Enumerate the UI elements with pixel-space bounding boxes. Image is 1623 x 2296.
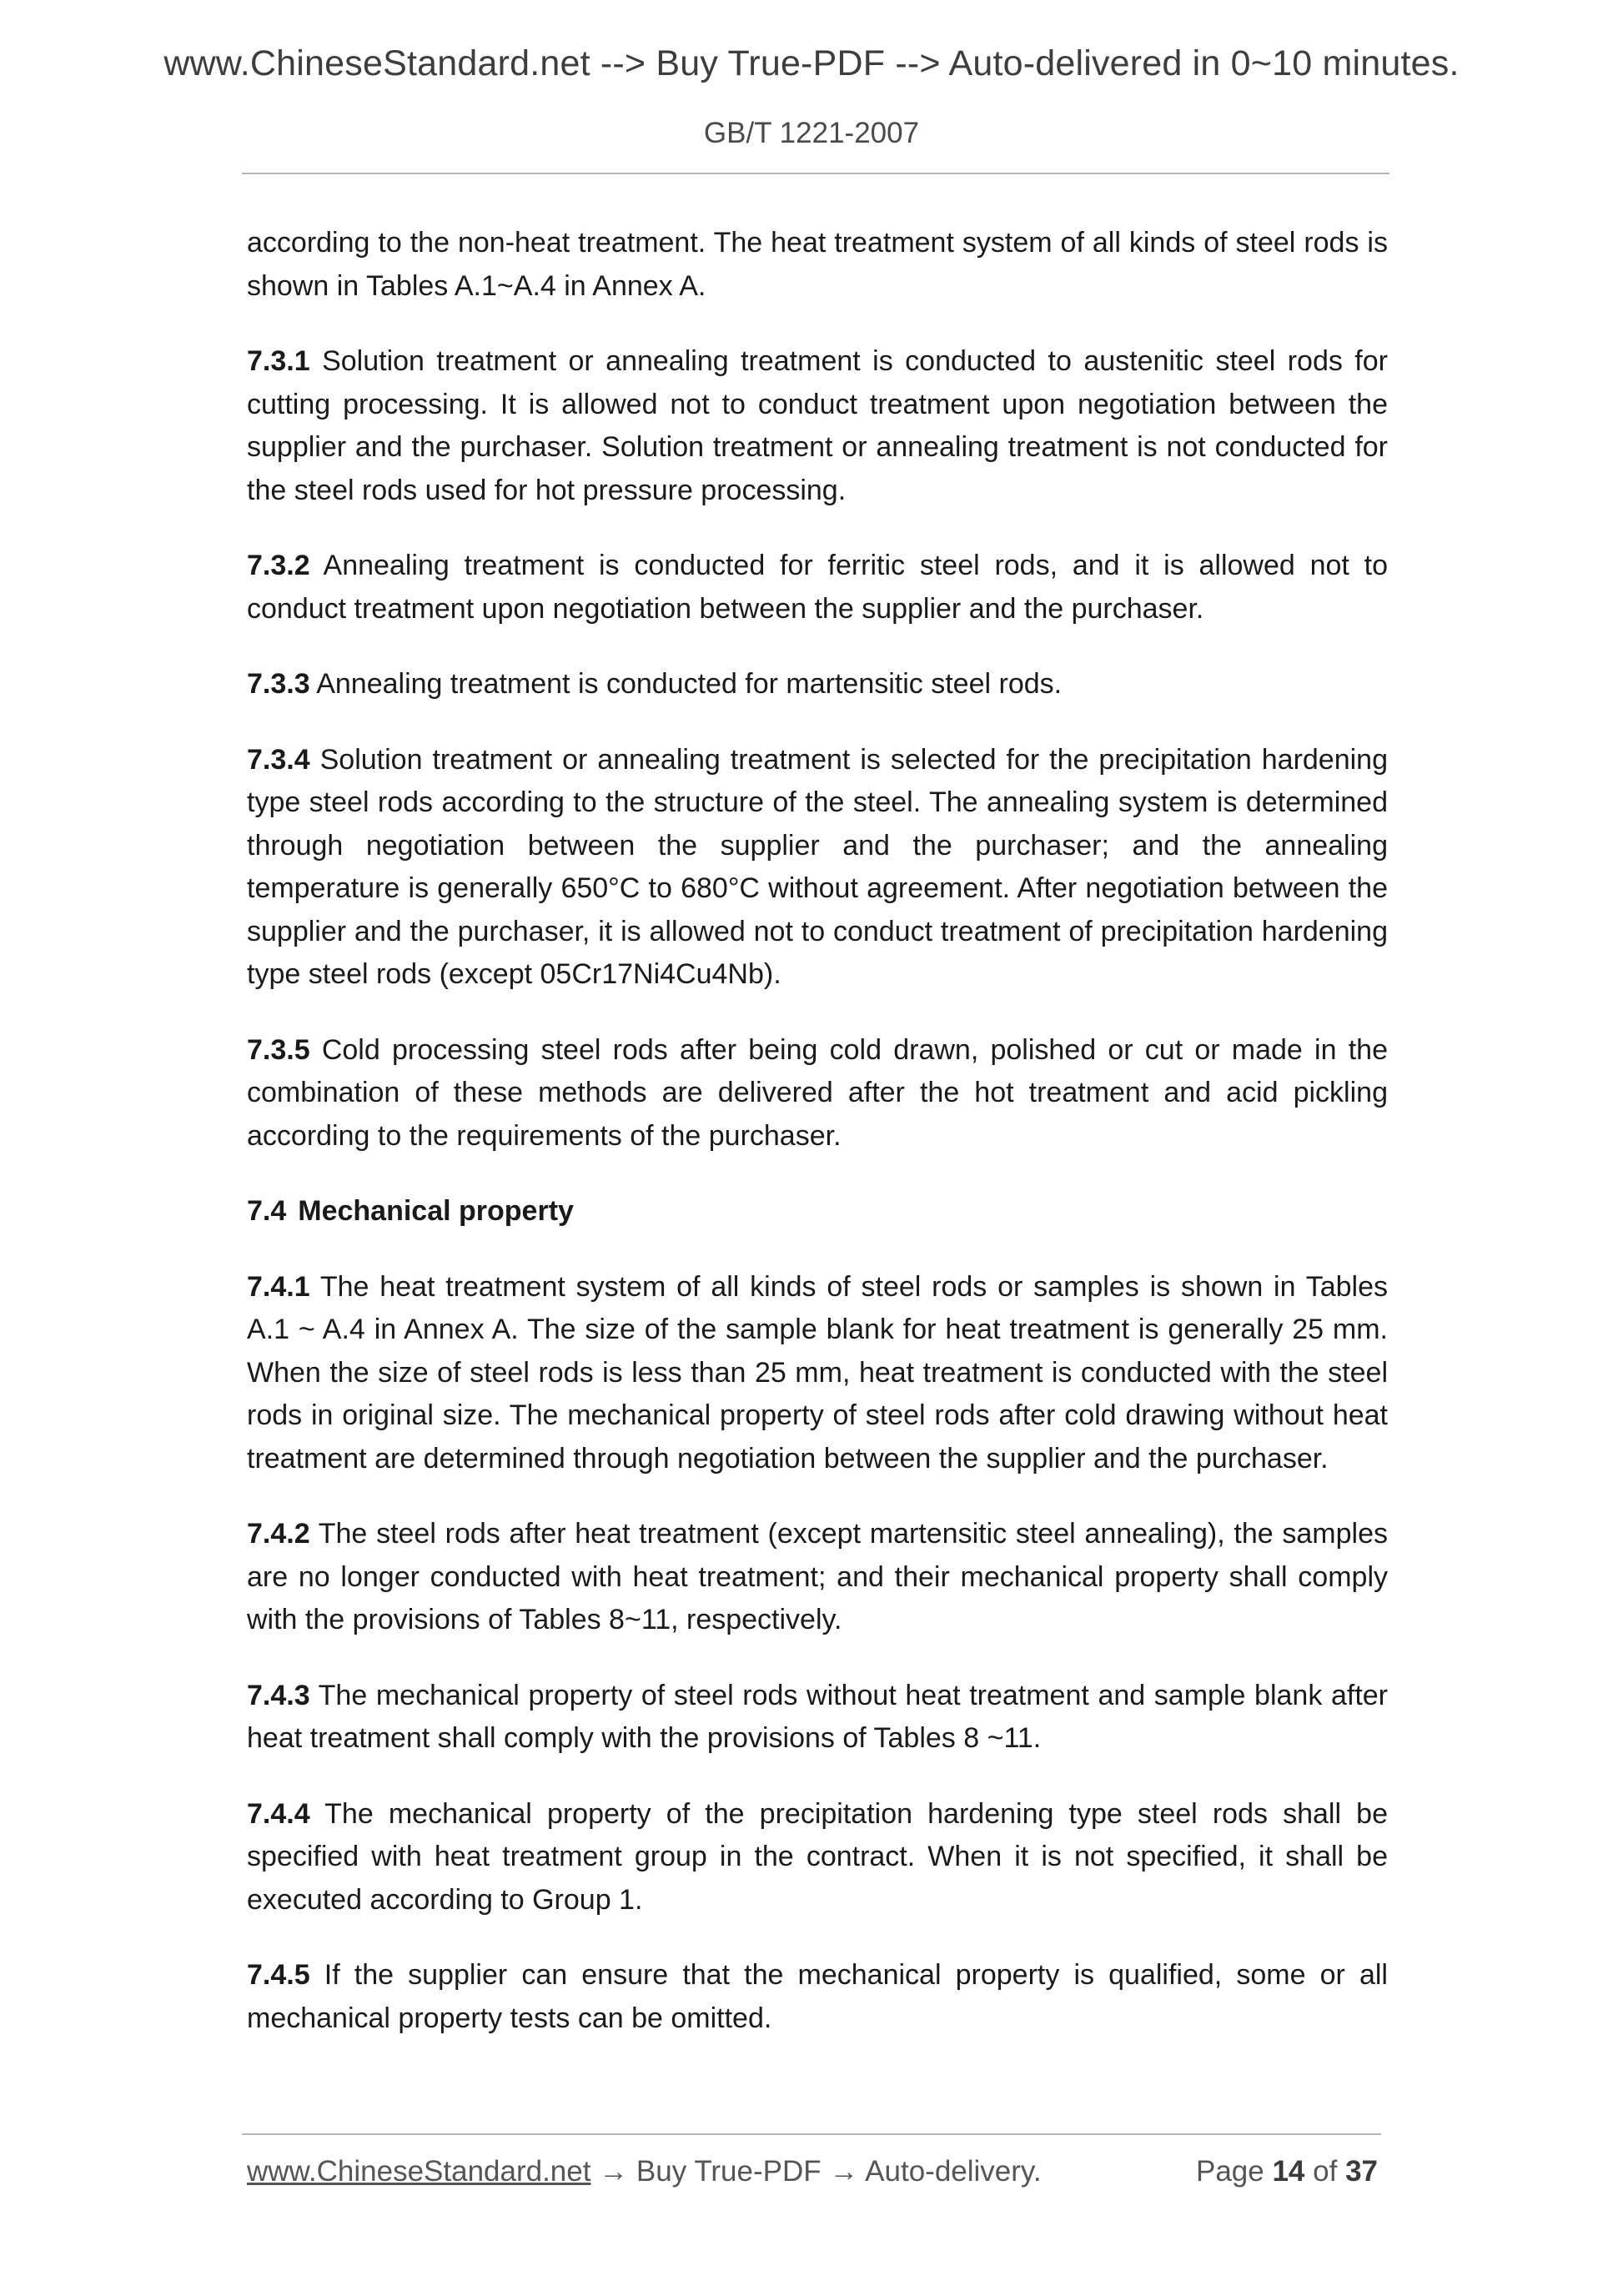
clause-7-4-5 bbox=[247, 1954, 1388, 2040]
clause-7-4-2 bbox=[247, 1513, 1388, 1642]
document-body bbox=[247, 222, 1388, 2072]
clause-number: 7.4.4 bbox=[247, 1797, 310, 1830]
clause-number: 7.3.5 bbox=[247, 1033, 310, 1066]
clause-text: The mechanical property of steel rods without heat treatment and sample blank after heat treatment shall comply with the provisions of Tables 8 ~11. bbox=[247, 1679, 1388, 1754]
page-number bbox=[1196, 2155, 1378, 2188]
clause-number: 7.4.3 bbox=[247, 1679, 310, 1711]
clause-text: The mechanical property of the precipitation hardening type steel rods shall be specified with heat treatment group in the contract. When it is not specified, it shall be executed according to Group 1. bbox=[247, 1797, 1388, 1916]
page-current: 14 bbox=[1272, 2155, 1305, 2188]
footer-tagline: → Buy True-PDF → Auto-delivery. bbox=[590, 2155, 1042, 2188]
clause-number: 7.4.5 bbox=[247, 1959, 310, 1991]
clause-7-3-5 bbox=[247, 1029, 1388, 1158]
clause-text: Cold processing steel rods after being cold drawn, polished or cut or made in the combination of these methods are delivered after the hot treatment and acid pickling according to the requirements of the purchaser. bbox=[247, 1033, 1388, 1152]
section-number: 7.4 bbox=[247, 1195, 287, 1227]
clause-number: 7.3.1 bbox=[247, 345, 310, 377]
clause-7-4-4 bbox=[247, 1793, 1388, 1922]
clause-number: 7.4.2 bbox=[247, 1518, 310, 1550]
section-heading-7-4 bbox=[247, 1190, 1388, 1233]
standard-code: GB/T 1221-2007 bbox=[703, 117, 920, 149]
clause-text: Annealing treatment is conducted for ferritic steel rods, and it is allowed not to conduct treatment upon negotiation between the supplier and the purchaser. bbox=[247, 550, 1388, 625]
clause-7-4-1 bbox=[247, 1266, 1388, 1481]
page-total: 37 bbox=[1345, 2155, 1378, 2188]
header-divider bbox=[242, 173, 1389, 174]
clause-7-3-3 bbox=[247, 663, 1388, 706]
page-footer bbox=[247, 2155, 1378, 2188]
footer-divider bbox=[242, 2133, 1381, 2135]
clause-number: 7.3.4 bbox=[247, 743, 310, 776]
clause-7-3-4 bbox=[247, 739, 1388, 997]
clause-number: 7.3.3 bbox=[247, 668, 310, 700]
page-label: Page bbox=[1195, 2155, 1264, 2188]
footer-site-link[interactable]: www.ChineseStandard.net bbox=[247, 2155, 591, 2188]
clause-text: Annealing treatment is conducted for martensitic steel rods. bbox=[309, 668, 1063, 700]
paragraph-continuation: according to the non-heat treatment. The heat treatment system of all kinds of steel rods is shown in Tables A.1~A.4 in Annex A. bbox=[247, 227, 1388, 302]
clause-7-3-1 bbox=[247, 340, 1388, 512]
clause-text: Solution treatment or annealing treatment is selected for the precipitation hardening type steel rods according to the structure of the steel. The annealing system is determined through negotiation between the supplier and the purchaser; and the annealing temperature is generally 650°C to 680°C without agreement. After negotiation between the supplier and the purchaser, it is allowed not to conduct treatment of precipitation hardening type steel rods (except 05Cr17Ni4Cu4Nb). bbox=[247, 743, 1388, 990]
clause-text: Solution treatment or annealing treatment is conducted to austenitic steel rods for cutting processing. It is allowed not to conduct treatment upon negotiation between the supplier and the purchaser. Solution treatment or annealing treatment is not conducted for the steel rods used for hot pressure processing. bbox=[247, 345, 1388, 506]
clause-text: If the supplier can ensure that the mechanical property is qualified, some or all mechanical property tests can be omitted. bbox=[247, 1959, 1388, 2034]
top-banner: www.ChineseStandard.net --> Buy True-PDF --> Auto-delivered in 0~10 minutes. bbox=[163, 43, 1460, 83]
clause-7-4-3 bbox=[247, 1675, 1388, 1761]
section-title: Mechanical property bbox=[298, 1195, 574, 1227]
page-of: of bbox=[1313, 2155, 1338, 2188]
clause-number: 7.3.2 bbox=[247, 550, 310, 581]
clause-text: The steel rods after heat treatment (except martensitic steel annealing), the samples are no longer conducted with heat treatment; and their mechanical property shall comply with the provisions of Tables 8~11, respectively. bbox=[247, 1518, 1388, 1635]
clause-7-3-2 bbox=[247, 545, 1388, 631]
clause-number: 7.4.1 bbox=[247, 1270, 310, 1303]
clause-text: The heat treatment system of all kinds of steel rods or samples is shown in Tables A.1 ~ A.4 in Annex A. The size of the sample blank for heat treatment is generally 25 mm. When the size of steel rods is less than 25 mm, heat treatment is conducted with the steel rods in original size. The mechanical property of steel rods after cold drawing without heat treatment are determined through negotiation between the supplier and the purchaser. bbox=[247, 1270, 1388, 1475]
